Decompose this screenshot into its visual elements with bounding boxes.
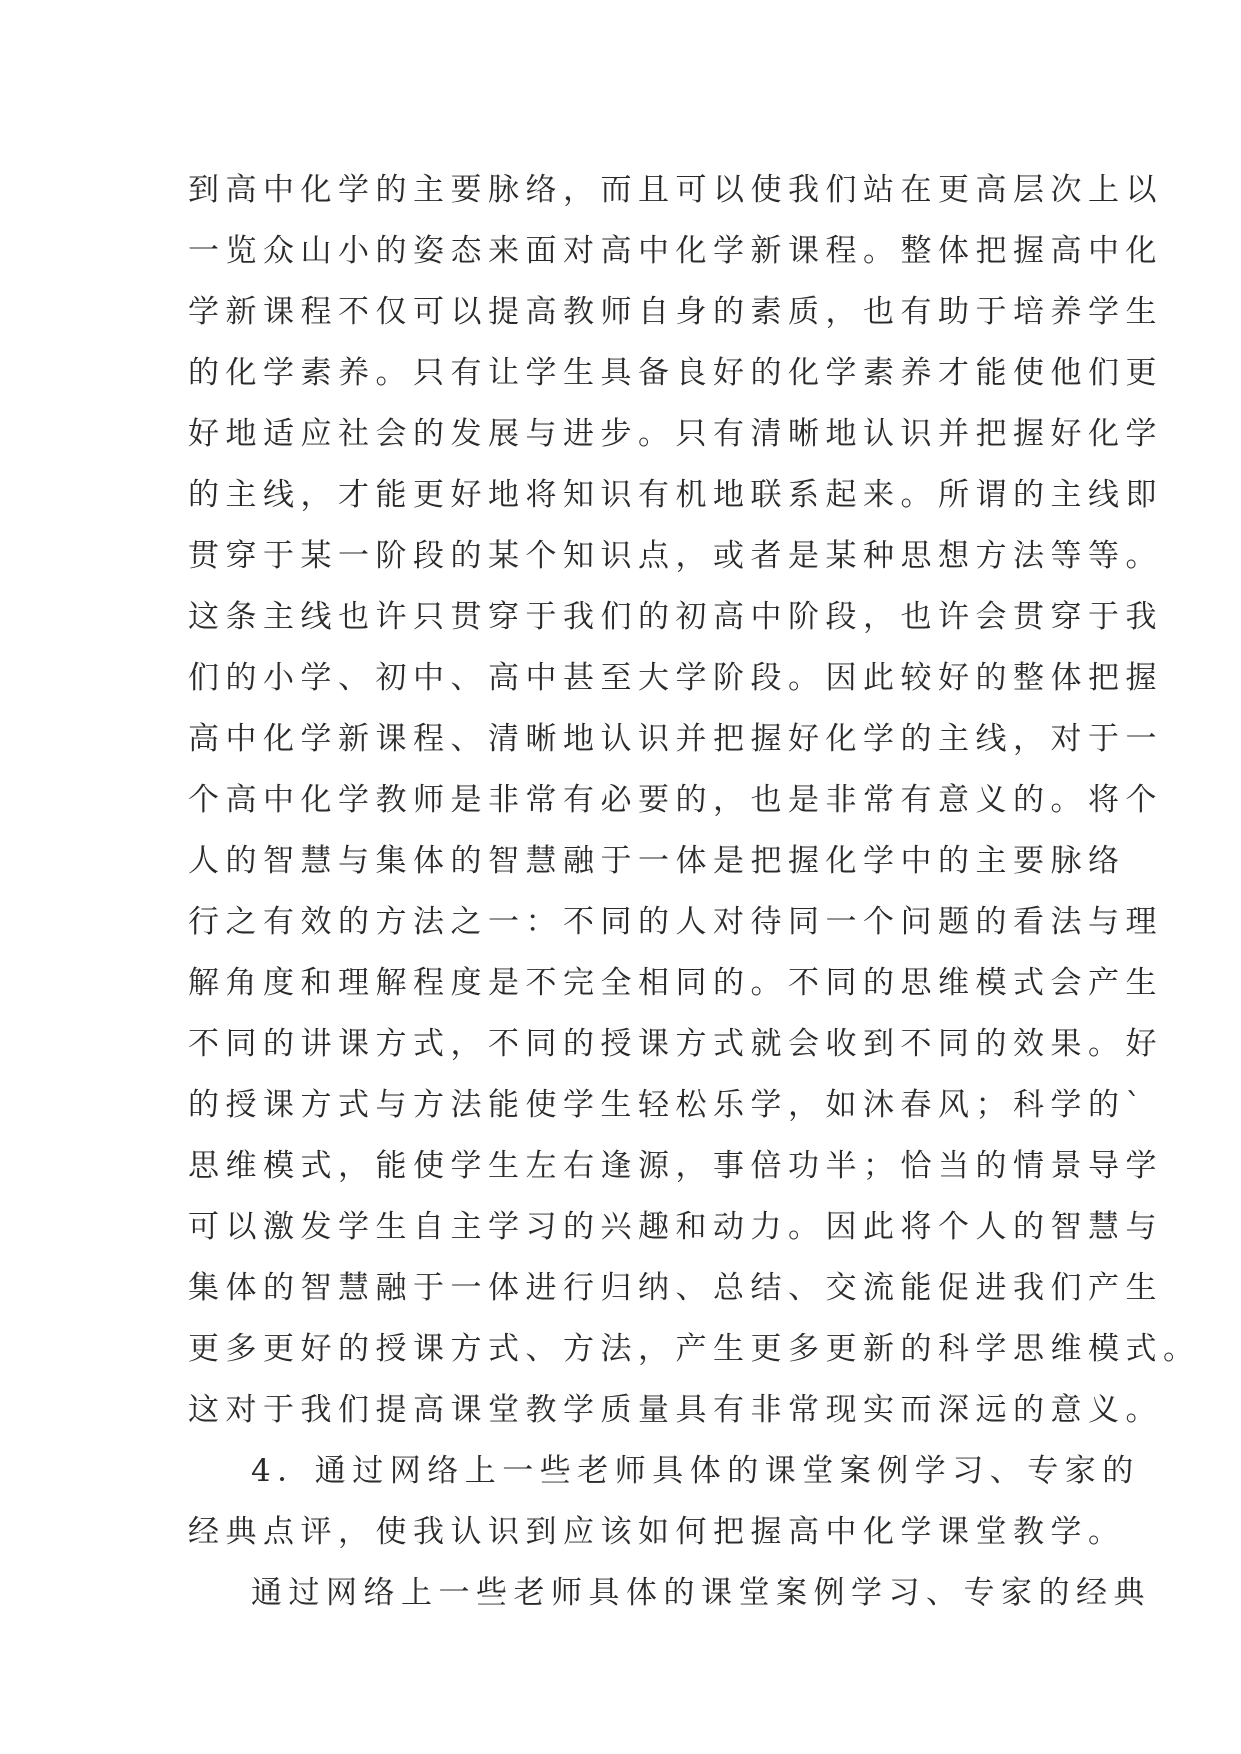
numbered-heading-line: 4．通过网络上一些老师具体的课堂案例学习、专家的: [251, 1453, 1140, 1489]
text-line: 行之有效的方法之一：不同的人对待同一个问题的看法与理: [188, 904, 1163, 940]
text-line: 经典点评，使我认识到应该如何把握高中化学课堂教学。: [188, 1514, 1126, 1550]
text-line: 解角度和理解程度是不完全相同的。不同的思维模式会产生: [188, 965, 1163, 1001]
text-line: 的化学素养。只有让学生具备良好的化学素养才能使他们更: [188, 355, 1163, 391]
text-line: 可以激发学生自主学习的兴趣和动力。因此将个人的智慧与: [188, 1209, 1163, 1245]
text-line: 学新课程不仅可以提高教师自身的素质，也有助于培养学生: [188, 294, 1163, 330]
text-line: 贯穿于某一阶段的某个知识点，或者是某种思想方法等等。: [188, 538, 1163, 574]
text-line: 高中化学新课程、清晰地认识并把握好化学的主线，对于一: [188, 721, 1163, 757]
text-line: 不同的讲课方式，不同的授课方式就会收到不同的效果。好: [188, 1026, 1163, 1062]
text-line: 们的小学、初中、高中甚至大学阶段。因此较好的整体把握: [188, 660, 1163, 696]
text-line: 好地适应社会的发展与进步。只有清晰地认识并把握好化学: [188, 416, 1163, 452]
text-line: 更多更好的授课方式、方法，产生更多更新的科学思维模式。: [188, 1331, 1201, 1367]
text-line: 思维模式，能使学生左右逢源，事倍功半；恰当的情景导学: [188, 1148, 1163, 1184]
text-line: 的授课方式与方法能使学生轻松乐学，如沐春风；科学的`: [188, 1087, 1148, 1123]
text-line: 的主线，才能更好地将知识有机地联系起来。所谓的主线即: [188, 477, 1163, 513]
text-line: 这对于我们提高课堂教学质量具有非常现实而深远的意义。: [188, 1392, 1163, 1428]
body-text: [188, 160, 1201, 1624]
text-line: 到高中化学的主要脉络，而且可以使我们站在更高层次上以: [188, 172, 1163, 208]
text-line: 个高中化学教师是非常有必要的，也是非常有意义的。将个: [188, 782, 1163, 818]
text-line: 集体的智慧融于一体进行归纳、总结、交流能促进我们产生: [188, 1270, 1163, 1306]
text-line: 一览众山小的姿态来面对高中化学新课程。整体把握高中化: [188, 233, 1163, 269]
text-line: 人的智慧与集体的智慧融于一体是把握化学中的主要脉络: [188, 843, 1126, 879]
paragraph-start-line: 通过网络上一些老师具体的课堂案例学习、专家的经典: [251, 1575, 1151, 1611]
text-line: 这条主线也许只贯穿于我们的初高中阶段，也许会贯穿于我: [188, 599, 1163, 635]
